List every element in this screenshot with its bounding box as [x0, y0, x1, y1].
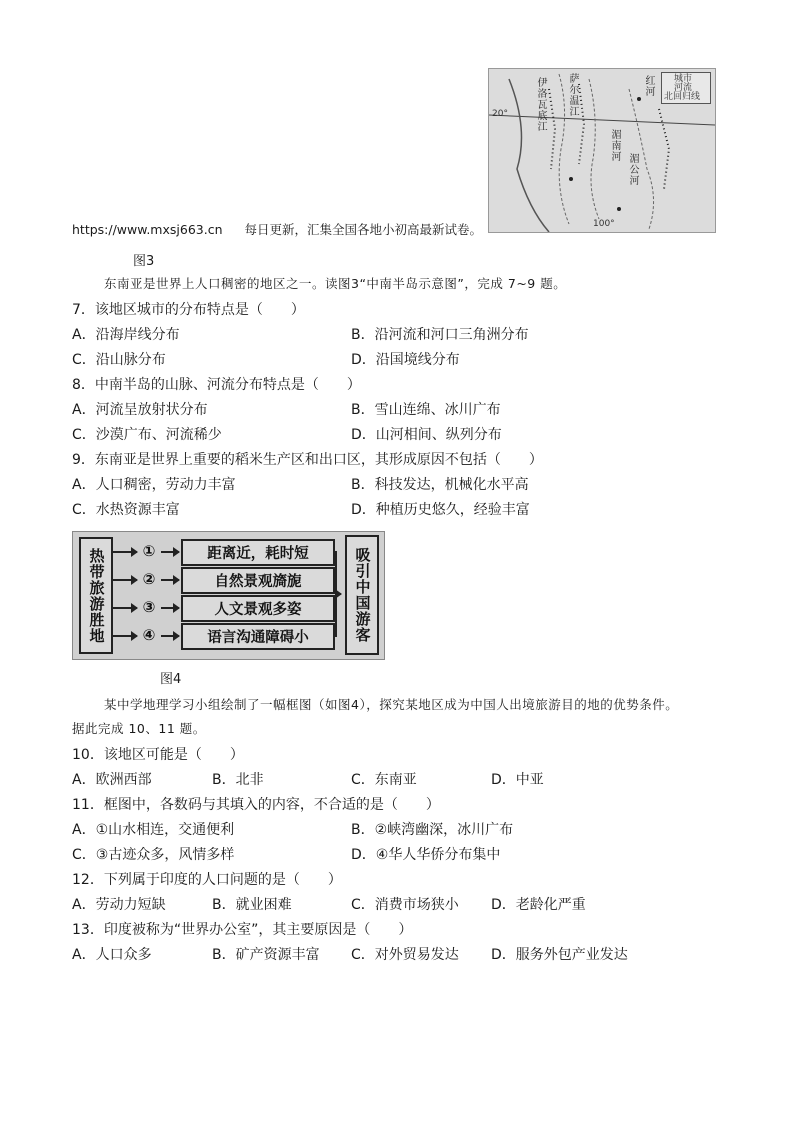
q8-option-c: C．沙漠广布、河流稀少 [72, 427, 222, 443]
right-box-tourists [345, 535, 379, 655]
q10-option-c: C．东南亚 [351, 772, 417, 788]
arrow-4b [161, 635, 179, 637]
q12-option-b: B．就业困难 [212, 897, 292, 913]
q13-option-a: A．人口众多 [72, 947, 152, 963]
q10-option-b: B．北非 [212, 772, 264, 788]
source-text: 每日更新，汇集全国各地小初高最新试卷。 [244, 222, 482, 237]
label-river-4: 红河 [643, 75, 654, 97]
question-9: 9．东南亚是世界上重要的稻米生产区和出口区，其形成原因不包括（ ） [72, 452, 543, 468]
legend-tropic: 北回归线 [664, 92, 701, 102]
left-box-text: 热带旅游胜地 [87, 547, 106, 644]
q13-option-b: B．矿产资源丰富 [212, 947, 320, 963]
arrow-1 [113, 551, 137, 553]
question-11: 11．框图中，各数码与其填入的内容，不合适的是（ ） [72, 797, 440, 813]
framework-diagram [72, 531, 385, 660]
intro-10-11-line1: 某中学地理学习小组绘制了一幅框图（如图4），探究某地区成为中国人出境旅游目的地的优势条件。 [104, 697, 679, 712]
number-4: ④ [142, 626, 156, 644]
question-13: 13．印度被称为“世界办公室”，其主要原因是（ ） [72, 922, 413, 938]
right-box-text: 吸引中国游客 [353, 547, 372, 643]
intro-7-9: 东南亚是世界上人口稠密的地区之一。读图3“中南半岛示意图”，完成 7~9 题。 [104, 276, 567, 291]
q7-option-c: C．沿山脉分布 [72, 352, 166, 368]
label-lat20: 20° [492, 109, 508, 119]
q11-option-d: D．④华人华侨分布集中 [351, 847, 501, 863]
q7-option-d: D．沿国境线分布 [351, 352, 460, 368]
figure-3-caption: 图3 [133, 254, 155, 269]
intro-10-11-line2: 据此完成 10、11 题。 [72, 721, 206, 736]
q9-option-b: B．科技发达，机械化水平高 [351, 477, 529, 493]
q7-option-b: B．沿河流和河口三角洲分布 [351, 327, 529, 343]
question-10: 10．该地区可能是（ ） [72, 747, 244, 763]
q7-option-a: A．沿海岸线分布 [72, 327, 180, 343]
map-figure-3 [488, 68, 716, 233]
arrow-2b [161, 579, 179, 581]
q9-option-d: D．种植历史悠久，经验丰富 [351, 502, 530, 518]
left-box-tourism [79, 537, 113, 654]
source-url[interactable]: https://www.mxsj663.cn [72, 222, 223, 237]
factor-box-3: 人文景观多姿 [181, 595, 335, 622]
question-12: 12．下列属于印度的人口问题的是（ ） [72, 872, 342, 888]
arrow-3b [161, 607, 179, 609]
label-river-1: 伊洛瓦底江 [535, 77, 546, 132]
arrow-3 [113, 607, 137, 609]
factor-box-2: 自然景观旖旎 [181, 567, 335, 594]
factor-box-4: 语言沟通障碍小 [181, 623, 335, 650]
map-legend [661, 72, 711, 104]
arrow-2 [113, 579, 137, 581]
factor-box-1: 距离近，耗时短 [181, 539, 335, 566]
q8-option-d: D．山河相间、纵列分布 [351, 427, 502, 443]
number-2: ② [142, 570, 156, 588]
label-lon100: 100° [593, 219, 615, 229]
arrow-4 [113, 635, 137, 637]
source-line [72, 221, 482, 239]
legend-river: 河流 [674, 83, 693, 93]
q11-option-a: A．①山水相连，交通便利 [72, 822, 235, 838]
q12-option-d: D．老龄化严重 [491, 897, 586, 913]
q12-option-a: A．劳动力短缺 [72, 897, 166, 913]
q13-option-d: D．服务外包产业发达 [491, 947, 628, 963]
arrow-1b [161, 551, 179, 553]
q10-option-a: A．欧洲西部 [72, 772, 152, 788]
q11-option-c: C．③古迹众多，风情多样 [72, 847, 235, 863]
q11-option-b: B．②峡湾幽深，冰川广布 [351, 822, 514, 838]
q8-option-b: B．雪山连绵、冰川广布 [351, 402, 501, 418]
arrow-final [335, 593, 341, 595]
q9-option-c: C．水热资源丰富 [72, 502, 180, 518]
label-river-3: 湄公河 [627, 153, 638, 186]
q13-option-c: C．对外贸易发达 [351, 947, 459, 963]
label-river-5: 萨尔温江 [567, 73, 578, 117]
q12-option-c: C．消费市场狭小 [351, 897, 459, 913]
question-7: 7．该地区城市的分布特点是（ ） [72, 302, 305, 318]
q9-option-a: A．人口稠密，劳动力丰富 [72, 477, 236, 493]
number-3: ③ [142, 598, 156, 616]
legend-city: 城市 [674, 74, 693, 84]
label-river-2: 湄南河 [609, 129, 620, 162]
number-1: ① [142, 542, 156, 560]
figure-4-caption: 图4 [160, 672, 182, 687]
q8-option-a: A．河流呈放射状分布 [72, 402, 208, 418]
question-8: 8．中南半岛的山脉、河流分布特点是（ ） [72, 377, 361, 393]
q10-option-d: D．中亚 [491, 772, 544, 788]
